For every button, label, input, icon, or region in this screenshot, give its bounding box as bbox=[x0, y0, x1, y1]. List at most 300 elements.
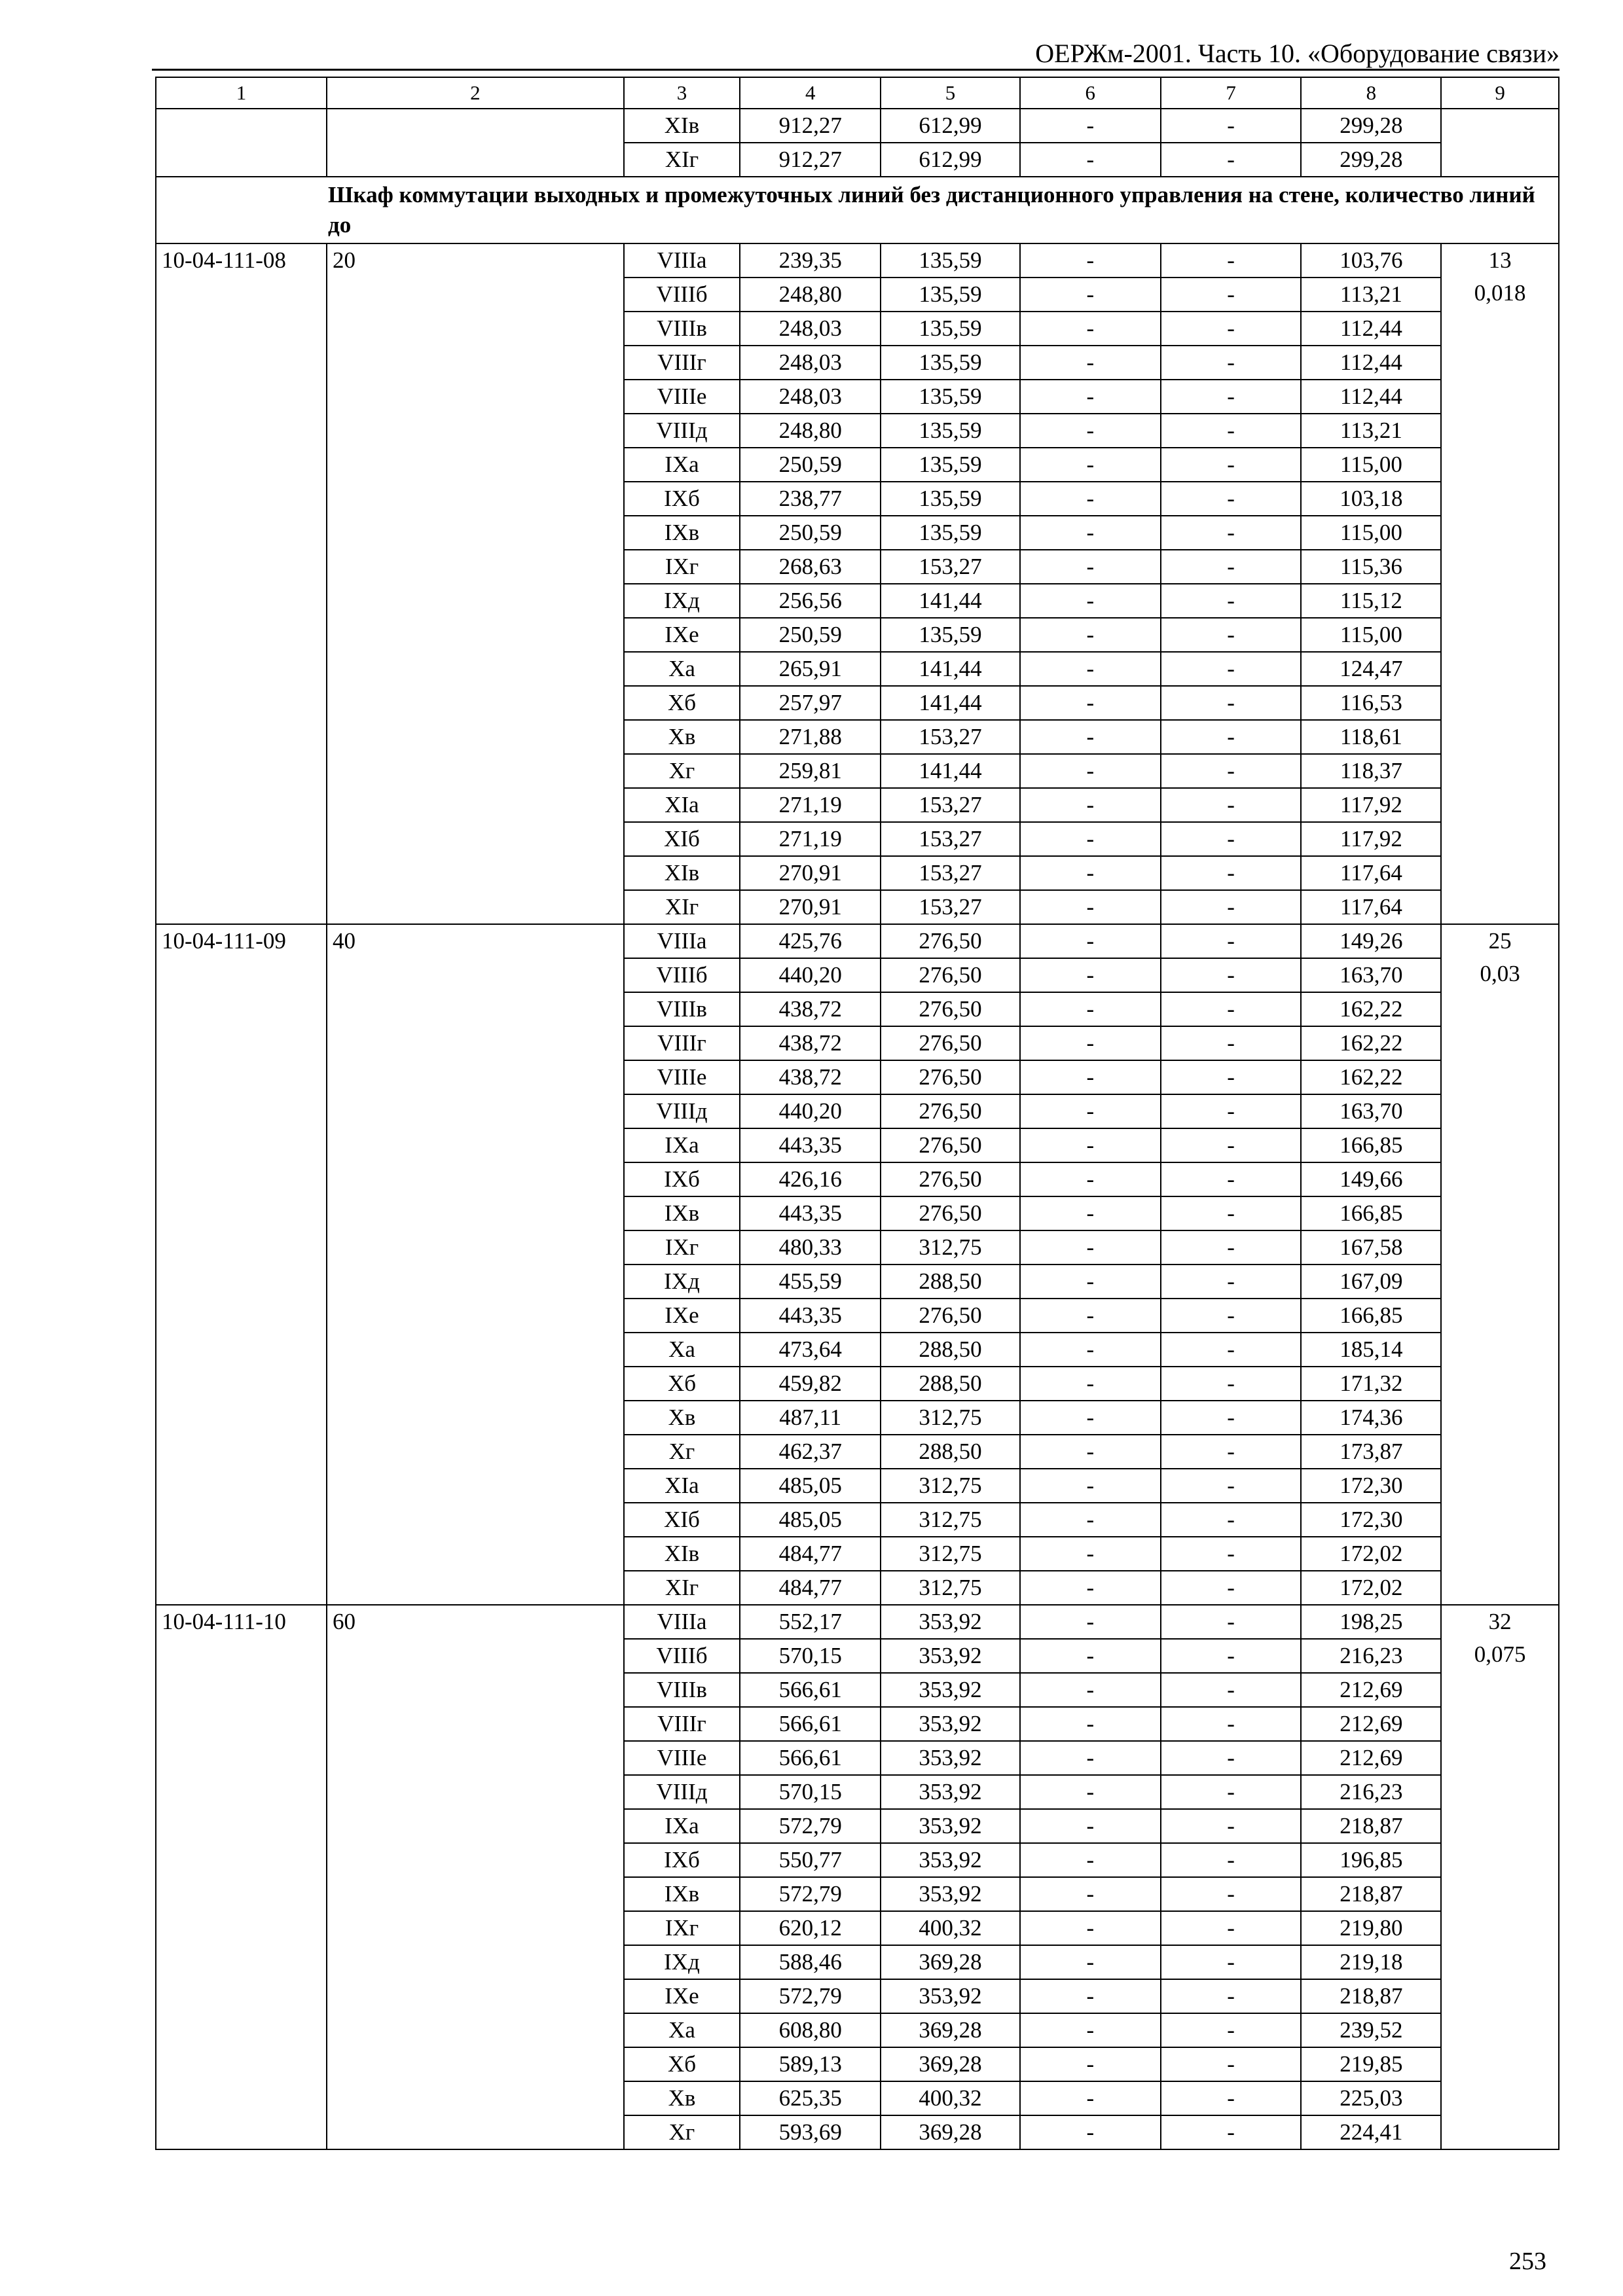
col-6-cell: - bbox=[1020, 2047, 1161, 2081]
col-3-cell: Xг bbox=[624, 754, 740, 788]
col-5-cell: 153,27 bbox=[881, 822, 1020, 856]
col-8-cell: 112,44 bbox=[1301, 380, 1441, 414]
col-5-cell: 353,92 bbox=[881, 1707, 1020, 1741]
col-6-cell: - bbox=[1020, 618, 1161, 652]
col-6-cell: - bbox=[1020, 380, 1161, 414]
col-3-cell: IXд bbox=[624, 584, 740, 618]
table-row bbox=[156, 109, 1559, 143]
col-3-cell: XIа bbox=[624, 1469, 740, 1503]
col-5-cell: 135,59 bbox=[881, 278, 1020, 312]
col-4-cell: 550,77 bbox=[740, 1843, 881, 1877]
col-3-cell: Xв bbox=[624, 2081, 740, 2115]
column-number: 8 bbox=[1301, 77, 1441, 109]
col-7-cell: - bbox=[1161, 584, 1302, 618]
col-4-cell: 248,03 bbox=[740, 312, 881, 346]
col-5-cell: 276,50 bbox=[881, 1060, 1020, 1094]
col-7-cell: - bbox=[1161, 1503, 1302, 1537]
col-3-cell: VIIIв bbox=[624, 1673, 740, 1707]
col-4-cell: 462,37 bbox=[740, 1435, 881, 1469]
col-8-cell: 115,00 bbox=[1301, 618, 1441, 652]
col-8-cell: 174,36 bbox=[1301, 1401, 1441, 1435]
col-4-cell: 459,82 bbox=[740, 1367, 881, 1401]
col-4-cell: 268,63 bbox=[740, 550, 881, 584]
col-3-cell: Xа bbox=[624, 2013, 740, 2047]
col-3-cell: VIIIа bbox=[624, 924, 740, 958]
col-6-cell: - bbox=[1020, 1469, 1161, 1503]
col-3-cell: Xв bbox=[624, 720, 740, 754]
col-8-cell: 218,87 bbox=[1301, 1809, 1441, 1843]
col-4-cell: 438,72 bbox=[740, 1026, 881, 1060]
col-4-cell: 248,80 bbox=[740, 414, 881, 448]
col-5-cell: 288,50 bbox=[881, 1265, 1020, 1299]
col-4-cell: 566,61 bbox=[740, 1741, 881, 1775]
col-7-cell: - bbox=[1161, 346, 1302, 380]
col-6-cell: - bbox=[1020, 346, 1161, 380]
col-5-cell: 369,28 bbox=[881, 2047, 1020, 2081]
col-7-cell: - bbox=[1161, 1775, 1302, 1809]
col-8-cell: 166,85 bbox=[1301, 1128, 1441, 1162]
col-8-cell: 162,22 bbox=[1301, 1060, 1441, 1094]
col-6-cell: - bbox=[1020, 1945, 1161, 1979]
col-3-cell: XIв bbox=[624, 856, 740, 890]
col-5-cell: 353,92 bbox=[881, 1639, 1020, 1673]
col-6-cell: - bbox=[1020, 1639, 1161, 1673]
col-5-cell: 276,50 bbox=[881, 992, 1020, 1026]
col-5-cell: 400,32 bbox=[881, 2081, 1020, 2115]
col-6-cell: - bbox=[1020, 109, 1161, 143]
col-3-cell: VIIIа bbox=[624, 1605, 740, 1639]
col-8-cell: 219,85 bbox=[1301, 2047, 1441, 2081]
col-7-cell: - bbox=[1161, 856, 1302, 890]
col-4-cell: 440,20 bbox=[740, 1094, 881, 1128]
col-3-cell: VIIIв bbox=[624, 312, 740, 346]
col-7-cell: - bbox=[1161, 788, 1302, 822]
col-7-cell: - bbox=[1161, 1026, 1302, 1060]
col-3-cell: Xб bbox=[624, 1367, 740, 1401]
col-8-cell: 117,64 bbox=[1301, 856, 1441, 890]
col-6-cell: - bbox=[1020, 1809, 1161, 1843]
code-cell: 10-04-111-08 bbox=[156, 243, 327, 924]
col-6-cell: - bbox=[1020, 584, 1161, 618]
col-7-cell: - bbox=[1161, 1128, 1302, 1162]
col-9-value: 0,03 bbox=[1480, 961, 1520, 986]
col-9-cell bbox=[1441, 109, 1559, 177]
col-6-cell: - bbox=[1020, 1230, 1161, 1265]
col-8-cell: 172,30 bbox=[1301, 1469, 1441, 1503]
col-8-cell: 185,14 bbox=[1301, 1333, 1441, 1367]
col-4-cell: 270,91 bbox=[740, 856, 881, 890]
col-8-cell: 162,22 bbox=[1301, 1026, 1441, 1060]
col-5-cell: 135,59 bbox=[881, 482, 1020, 516]
col-7-cell: - bbox=[1161, 1911, 1302, 1945]
col-4-cell: 473,64 bbox=[740, 1333, 881, 1367]
col-8-cell: 299,28 bbox=[1301, 143, 1441, 177]
section-title: Шкаф коммутации выходных и промежуточных линий без дистанционного управления на стене, количество линий до bbox=[156, 177, 1559, 243]
col-9-cell bbox=[1441, 1605, 1559, 2149]
col-7-cell: - bbox=[1161, 1537, 1302, 1571]
col-5-cell: 276,50 bbox=[881, 1196, 1020, 1230]
col-6-cell: - bbox=[1020, 856, 1161, 890]
col-8-cell: 103,76 bbox=[1301, 243, 1441, 278]
col-6-cell: - bbox=[1020, 243, 1161, 278]
column-number: 6 bbox=[1020, 77, 1161, 109]
col-7-cell: - bbox=[1161, 2081, 1302, 2115]
col-8-cell: 116,53 bbox=[1301, 686, 1441, 720]
col-3-cell: VIIIд bbox=[624, 1094, 740, 1128]
col-3-cell: XIг bbox=[624, 143, 740, 177]
col-8-cell: 218,87 bbox=[1301, 1979, 1441, 2013]
col-6-cell: - bbox=[1020, 312, 1161, 346]
col-4-cell: 256,56 bbox=[740, 584, 881, 618]
col-8-cell: 115,36 bbox=[1301, 550, 1441, 584]
col-5-cell: 353,92 bbox=[881, 1775, 1020, 1809]
col-8-cell: 118,37 bbox=[1301, 754, 1441, 788]
col-7-cell: - bbox=[1161, 1639, 1302, 1673]
col-4-cell: 485,05 bbox=[740, 1469, 881, 1503]
col-4-cell: 248,03 bbox=[740, 380, 881, 414]
col-3-cell: IXг bbox=[624, 550, 740, 584]
col-8-cell: 167,09 bbox=[1301, 1265, 1441, 1299]
col-3-cell: VIIIг bbox=[624, 1026, 740, 1060]
column-number: 1 bbox=[156, 77, 327, 109]
col-5-cell: 276,50 bbox=[881, 1094, 1020, 1128]
col-8-cell: 196,85 bbox=[1301, 1843, 1441, 1877]
quantity-cell bbox=[327, 109, 624, 177]
col-4-cell: 572,79 bbox=[740, 1877, 881, 1911]
col-5-cell: 135,59 bbox=[881, 414, 1020, 448]
col-6-cell: - bbox=[1020, 1707, 1161, 1741]
col-6-cell: - bbox=[1020, 1741, 1161, 1775]
col-5-cell: 353,92 bbox=[881, 1979, 1020, 2013]
col-6-cell: - bbox=[1020, 924, 1161, 958]
column-number: 2 bbox=[327, 77, 624, 109]
col-8-cell: 172,30 bbox=[1301, 1503, 1441, 1537]
col-6-cell: - bbox=[1020, 686, 1161, 720]
col-7-cell: - bbox=[1161, 1435, 1302, 1469]
col-5-cell: 153,27 bbox=[881, 720, 1020, 754]
col-7-cell: - bbox=[1161, 278, 1302, 312]
col-8-cell: 212,69 bbox=[1301, 1673, 1441, 1707]
col-4-cell: 250,59 bbox=[740, 448, 881, 482]
col-6-cell: - bbox=[1020, 992, 1161, 1026]
col-8-cell: 299,28 bbox=[1301, 109, 1441, 143]
col-6-cell: - bbox=[1020, 414, 1161, 448]
col-6-cell: - bbox=[1020, 1026, 1161, 1060]
col-5-cell: 369,28 bbox=[881, 2115, 1020, 2149]
col-3-cell: VIIIе bbox=[624, 1060, 740, 1094]
col-4-cell: 912,27 bbox=[740, 143, 881, 177]
col-5-cell: 153,27 bbox=[881, 550, 1020, 584]
col-3-cell: VIIIб bbox=[624, 958, 740, 992]
col-3-cell: IXв bbox=[624, 516, 740, 550]
code-cell: 10-04-111-09 bbox=[156, 924, 327, 1605]
col-5-cell: 276,50 bbox=[881, 1128, 1020, 1162]
col-4-cell: 250,59 bbox=[740, 618, 881, 652]
col-3-cell: XIв bbox=[624, 1537, 740, 1571]
col-6-cell: - bbox=[1020, 1605, 1161, 1639]
col-7-cell: - bbox=[1161, 1094, 1302, 1128]
col-4-cell: 425,76 bbox=[740, 924, 881, 958]
col-6-cell: - bbox=[1020, 1673, 1161, 1707]
col-8-cell: 167,58 bbox=[1301, 1230, 1441, 1265]
col-8-cell: 172,02 bbox=[1301, 1571, 1441, 1605]
column-number: 4 bbox=[740, 77, 881, 109]
col-4-cell: 250,59 bbox=[740, 516, 881, 550]
quantity-cell: 40 bbox=[327, 924, 624, 1605]
col-5-cell: 135,59 bbox=[881, 618, 1020, 652]
col-6-cell: - bbox=[1020, 1333, 1161, 1367]
col-8-cell: 219,18 bbox=[1301, 1945, 1441, 1979]
col-4-cell: 438,72 bbox=[740, 1060, 881, 1094]
col-7-cell: - bbox=[1161, 1367, 1302, 1401]
col-3-cell: XIб bbox=[624, 1503, 740, 1537]
col-7-cell: - bbox=[1161, 482, 1302, 516]
col-8-cell: 113,21 bbox=[1301, 414, 1441, 448]
col-6-cell: - bbox=[1020, 958, 1161, 992]
col-3-cell: IXв bbox=[624, 1196, 740, 1230]
col-4-cell: 588,46 bbox=[740, 1945, 881, 1979]
col-6-cell: - bbox=[1020, 1911, 1161, 1945]
col-7-cell: - bbox=[1161, 1945, 1302, 1979]
col-8-cell: 239,52 bbox=[1301, 2013, 1441, 2047]
rates-table-body bbox=[156, 77, 1559, 2149]
col-7-cell: - bbox=[1161, 1265, 1302, 1299]
col-3-cell: IXб bbox=[624, 1162, 740, 1196]
col-3-cell: Xг bbox=[624, 1435, 740, 1469]
col-5-cell: 312,75 bbox=[881, 1469, 1020, 1503]
col-7-cell: - bbox=[1161, 312, 1302, 346]
col-7-cell: - bbox=[1161, 1401, 1302, 1435]
col-6-cell: - bbox=[1020, 1196, 1161, 1230]
col-5-cell: 353,92 bbox=[881, 1605, 1020, 1639]
col-4-cell: 443,35 bbox=[740, 1196, 881, 1230]
col-6-cell: - bbox=[1020, 1060, 1161, 1094]
col-7-cell: - bbox=[1161, 1571, 1302, 1605]
col-6-cell: - bbox=[1020, 516, 1161, 550]
col-5-cell: 153,27 bbox=[881, 890, 1020, 924]
col-6-cell: - bbox=[1020, 1843, 1161, 1877]
col-7-cell: - bbox=[1161, 143, 1302, 177]
col-6-cell: - bbox=[1020, 652, 1161, 686]
col-4-cell: 248,03 bbox=[740, 346, 881, 380]
col-5-cell: 312,75 bbox=[881, 1401, 1020, 1435]
col-6-cell: - bbox=[1020, 2115, 1161, 2149]
col-7-cell: - bbox=[1161, 1230, 1302, 1265]
col-5-cell: 135,59 bbox=[881, 516, 1020, 550]
col-4-cell: 271,19 bbox=[740, 822, 881, 856]
col-6-cell: - bbox=[1020, 550, 1161, 584]
col-6-cell: - bbox=[1020, 2081, 1161, 2115]
col-4-cell: 455,59 bbox=[740, 1265, 881, 1299]
col-4-cell: 440,20 bbox=[740, 958, 881, 992]
col-8-cell: 216,23 bbox=[1301, 1775, 1441, 1809]
col-3-cell: XIв bbox=[624, 109, 740, 143]
col-8-cell: 212,69 bbox=[1301, 1741, 1441, 1775]
col-8-cell: 117,92 bbox=[1301, 822, 1441, 856]
col-7-cell: - bbox=[1161, 1741, 1302, 1775]
col-7-cell: - bbox=[1161, 1196, 1302, 1230]
col-3-cell: IXг bbox=[624, 1911, 740, 1945]
col-9-value: 0,075 bbox=[1474, 1641, 1526, 1667]
table-row bbox=[156, 243, 1559, 278]
col-5-cell: 135,59 bbox=[881, 243, 1020, 278]
col-3-cell: VIIIг bbox=[624, 1707, 740, 1741]
col-5-cell: 312,75 bbox=[881, 1503, 1020, 1537]
col-4-cell: 570,15 bbox=[740, 1775, 881, 1809]
code-cell bbox=[156, 109, 327, 177]
col-6-cell: - bbox=[1020, 448, 1161, 482]
col-6-cell: - bbox=[1020, 2013, 1161, 2047]
col-3-cell: XIа bbox=[624, 788, 740, 822]
col-5-cell: 353,92 bbox=[881, 1741, 1020, 1775]
col-6-cell: - bbox=[1020, 1367, 1161, 1401]
quantity-cell: 60 bbox=[327, 1605, 624, 2149]
col-6-cell: - bbox=[1020, 1299, 1161, 1333]
col-7-cell: - bbox=[1161, 958, 1302, 992]
col-4-cell: 259,81 bbox=[740, 754, 881, 788]
col-6-cell: - bbox=[1020, 788, 1161, 822]
col-6-cell: - bbox=[1020, 1537, 1161, 1571]
col-8-cell: 166,85 bbox=[1301, 1196, 1441, 1230]
col-7-cell: - bbox=[1161, 550, 1302, 584]
col-7-cell: - bbox=[1161, 1673, 1302, 1707]
col-5-cell: 400,32 bbox=[881, 1911, 1020, 1945]
col-5-cell: 141,44 bbox=[881, 686, 1020, 720]
col-4-cell: 572,79 bbox=[740, 1809, 881, 1843]
col-3-cell: VIIIв bbox=[624, 992, 740, 1026]
col-6-cell: - bbox=[1020, 822, 1161, 856]
col-7-cell: - bbox=[1161, 720, 1302, 754]
col-8-cell: 171,32 bbox=[1301, 1367, 1441, 1401]
col-8-cell: 117,64 bbox=[1301, 890, 1441, 924]
col-4-cell: 625,35 bbox=[740, 2081, 881, 2115]
col-9-value: 0,018 bbox=[1474, 280, 1526, 306]
col-4-cell: 589,13 bbox=[740, 2047, 881, 2081]
col-7-cell: - bbox=[1161, 1299, 1302, 1333]
quantity-cell: 20 bbox=[327, 243, 624, 924]
section-row bbox=[156, 177, 1559, 243]
col-5-cell: 312,75 bbox=[881, 1571, 1020, 1605]
col-6-cell: - bbox=[1020, 720, 1161, 754]
col-6-cell: - bbox=[1020, 1571, 1161, 1605]
col-8-cell: 115,00 bbox=[1301, 516, 1441, 550]
col-5-cell: 141,44 bbox=[881, 652, 1020, 686]
col-7-cell: - bbox=[1161, 1843, 1302, 1877]
col-5-cell: 612,99 bbox=[881, 109, 1020, 143]
col-3-cell: Xа bbox=[624, 1333, 740, 1367]
col-8-cell: 117,92 bbox=[1301, 788, 1441, 822]
col-3-cell: Xа bbox=[624, 652, 740, 686]
col-3-cell: IXб bbox=[624, 1843, 740, 1877]
col-4-cell: 608,80 bbox=[740, 2013, 881, 2047]
col-8-cell: 173,87 bbox=[1301, 1435, 1441, 1469]
col-7-cell: - bbox=[1161, 448, 1302, 482]
col-4-cell: 426,16 bbox=[740, 1162, 881, 1196]
col-5-cell: 312,75 bbox=[881, 1230, 1020, 1265]
col-3-cell: Xг bbox=[624, 2115, 740, 2149]
col-8-cell: 212,69 bbox=[1301, 1707, 1441, 1741]
col-7-cell: - bbox=[1161, 2013, 1302, 2047]
col-8-cell: 112,44 bbox=[1301, 346, 1441, 380]
col-4-cell: 265,91 bbox=[740, 652, 881, 686]
col-6-cell: - bbox=[1020, 890, 1161, 924]
col-3-cell: IXг bbox=[624, 1230, 740, 1265]
col-3-cell: XIг bbox=[624, 890, 740, 924]
col-4-cell: 248,80 bbox=[740, 278, 881, 312]
col-6-cell: - bbox=[1020, 1775, 1161, 1809]
col-7-cell: - bbox=[1161, 1469, 1302, 1503]
col-5-cell: 141,44 bbox=[881, 584, 1020, 618]
table-row bbox=[156, 924, 1559, 958]
col-7-cell: - bbox=[1161, 1060, 1302, 1094]
col-7-cell: - bbox=[1161, 1979, 1302, 2013]
col-5-cell: 153,27 bbox=[881, 788, 1020, 822]
code-cell: 10-04-111-10 bbox=[156, 1605, 327, 2149]
col-4-cell: 270,91 bbox=[740, 890, 881, 924]
col-7-cell: - bbox=[1161, 243, 1302, 278]
column-number: 9 bbox=[1441, 77, 1559, 109]
col-3-cell: IXа bbox=[624, 1128, 740, 1162]
col-4-cell: 593,69 bbox=[740, 2115, 881, 2149]
col-8-cell: 103,18 bbox=[1301, 482, 1441, 516]
col-5-cell: 369,28 bbox=[881, 1945, 1020, 1979]
col-5-cell: 135,59 bbox=[881, 448, 1020, 482]
column-number: 7 bbox=[1161, 77, 1302, 109]
col-7-cell: - bbox=[1161, 686, 1302, 720]
col-6-cell: - bbox=[1020, 482, 1161, 516]
col-8-cell: 149,26 bbox=[1301, 924, 1441, 958]
col-3-cell: IXд bbox=[624, 1265, 740, 1299]
col-5-cell: 135,59 bbox=[881, 380, 1020, 414]
column-number: 3 bbox=[624, 77, 740, 109]
col-8-cell: 113,21 bbox=[1301, 278, 1441, 312]
col-8-cell: 219,80 bbox=[1301, 1911, 1441, 1945]
col-7-cell: - bbox=[1161, 652, 1302, 686]
col-8-cell: 163,70 bbox=[1301, 958, 1441, 992]
col-7-cell: - bbox=[1161, 1605, 1302, 1639]
col-3-cell: Xб bbox=[624, 2047, 740, 2081]
col-6-cell: - bbox=[1020, 143, 1161, 177]
col-3-cell: VIIIд bbox=[624, 1775, 740, 1809]
col-3-cell: VIIIе bbox=[624, 380, 740, 414]
col-8-cell: 149,66 bbox=[1301, 1162, 1441, 1196]
col-5-cell: 135,59 bbox=[881, 346, 1020, 380]
col-5-cell: 276,50 bbox=[881, 1026, 1020, 1060]
rates-table bbox=[155, 77, 1559, 2150]
col-5-cell: 288,50 bbox=[881, 1333, 1020, 1367]
col-8-cell: 225,03 bbox=[1301, 2081, 1441, 2115]
col-8-cell: 118,61 bbox=[1301, 720, 1441, 754]
col-7-cell: - bbox=[1161, 414, 1302, 448]
col-9-value: 32 bbox=[1488, 1609, 1512, 1634]
col-5-cell: 312,75 bbox=[881, 1537, 1020, 1571]
col-9-cell bbox=[1441, 924, 1559, 1605]
col-3-cell: VIIIг bbox=[624, 346, 740, 380]
col-8-cell: 112,44 bbox=[1301, 312, 1441, 346]
col-5-cell: 276,50 bbox=[881, 924, 1020, 958]
col-5-cell: 141,44 bbox=[881, 754, 1020, 788]
col-5-cell: 353,92 bbox=[881, 1843, 1020, 1877]
column-number-row bbox=[156, 77, 1559, 109]
col-3-cell: IXа bbox=[624, 448, 740, 482]
col-8-cell: 163,70 bbox=[1301, 1094, 1441, 1128]
col-4-cell: 552,17 bbox=[740, 1605, 881, 1639]
col-5-cell: 353,92 bbox=[881, 1673, 1020, 1707]
page-number: 253 bbox=[1509, 2248, 1546, 2275]
col-5-cell: 369,28 bbox=[881, 2013, 1020, 2047]
col-6-cell: - bbox=[1020, 1503, 1161, 1537]
col-6-cell: - bbox=[1020, 1435, 1161, 1469]
